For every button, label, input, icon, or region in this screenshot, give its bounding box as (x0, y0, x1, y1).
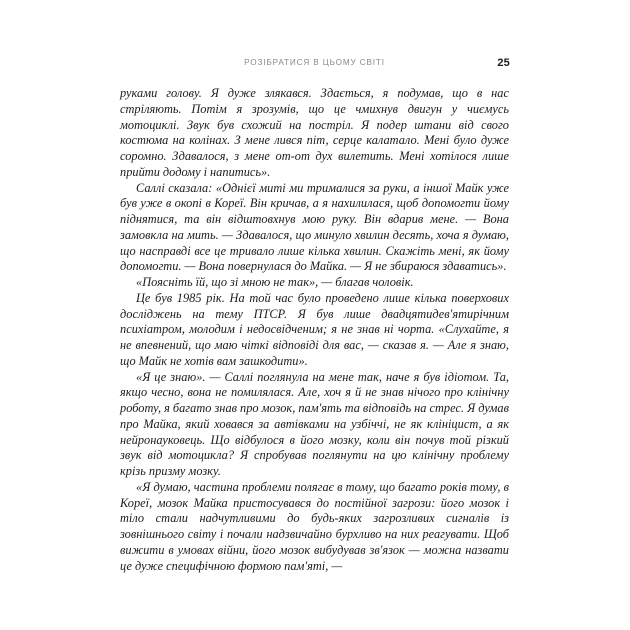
paragraph: «Я це знаю». — Саллі поглянула на мене так, наче я був ідіотом. Та, якщо чесно, вона не помилялася. Але, хоч я й не знав нічого про клінічну роботу, я багато знав про мозок, пам'ять та відповідь на стрес. Я думав про Майка, який ховався за автівками на узбіччі, не як клініцист, а як нейронауковець. Що відбулося в його мозку, коли він почув той різкий звук від мотоцикла? Я спробував поглянути на цю клінічну проблему крізь призму мозку. (120, 369, 509, 478)
paragraph: «Я думаю, частина проблеми полягає в тому, що багато років тому, в Кореї, мозок Майка пристосувався до постійної загрози: його мозок і тіло стали надчутливими до будь-яких загрозливих сигналів із зовнішнього світу і почали надзвичайно бурхливо на них реагувати. Щоб вижити в умовах війни, його мозок вибудував зв'язок — можна назвати це дуже специфічною формою пам'яті, — (120, 479, 509, 573)
paragraph: руками голову. Я дуже злякався. Здається, я подумав, що в нас стріляють. Потім я зрозумів, що це чмихнув двигун у чиємусь мотоциклі. Звук був схожий на постріл. Я подер штани від свого костюма на колінах. З мене лився піт, серце калатало. Мені було дуже соромно. Здавалося, з мене от-от дух вилетить. Мені хотілося лише прийти додому і напитись». (120, 86, 509, 179)
paragraph: Це був 1985 рік. На той час було проведено лише кілька поверхових досліджень на тему ПТСР. Я був лише двадцятидев'ятирічним психіатром, молодим і недосвідченим; я не знав ні чорта. «Слухайте, я не впевнений, що маю чіткі відповіді для вас, — сказав я. — Але я знаю, що Майк не хотів вам зашкодити». (120, 290, 509, 368)
paragraph: Саллі сказала: «Однієї миті ми трималися за руки, а іншої Майк уже був уже в окопі в Кореї. Він кричав, а я нахилилася, щоб допомогти йому піднятися, та він відштовхнув мою руку. Він вдарив мене. — Вона замовкла на мить. — Здавалося, що минуло хвилин десять, хоча я думаю, що насправді все це тривало лише кілька хвилин. Скажіть мені, як йому допомогти. — Вона повернулася до Майка. — Я не збираюся здаватись». (120, 180, 509, 274)
body-text-block (120, 86, 509, 574)
paragraph: «Поясніть їй, що зі мною не так», — благав чоловік. (136, 275, 414, 289)
running-head-title: РОЗІБРАТИСЯ В ЦЬОМУ СВІТІ (244, 58, 385, 67)
running-head (120, 59, 509, 75)
page-number: 25 (497, 57, 510, 69)
